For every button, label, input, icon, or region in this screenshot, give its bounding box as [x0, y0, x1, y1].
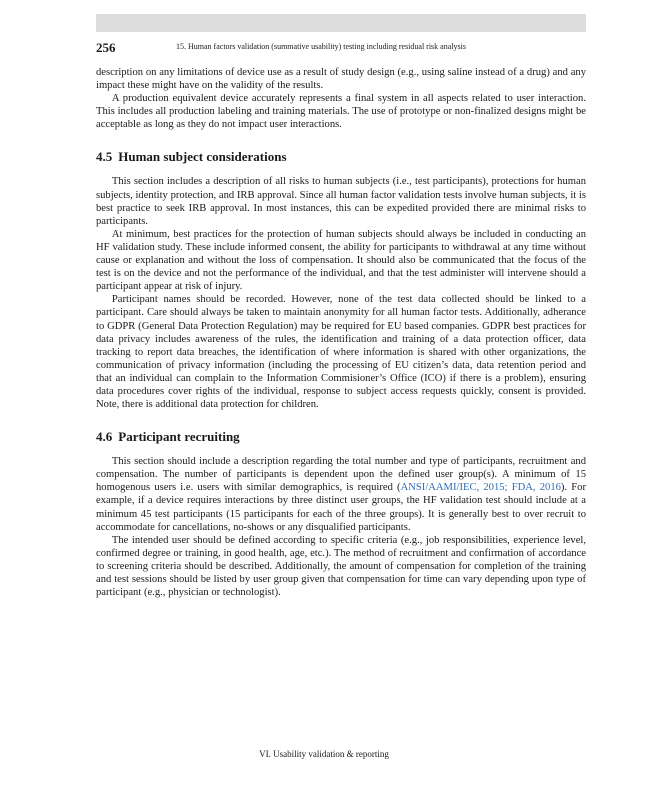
running-footer: VI. Usability validation & reporting — [259, 749, 389, 759]
intro-paragraph-1: description on any limitations of device use as a result of study design (e.g., using saline instead of a drug) and any impact these might have on the validity of the results. — [96, 67, 586, 92]
paragraph-text: This section should include a description regarding the total number and type of participants, recruitment and compensation. The number of participants is dependent upon the defined user group(s). A minimum of 15 homogenous users i.e. users with similar demographics, is required ( — [96, 456, 586, 494]
page-number: 256 — [96, 40, 116, 55]
section-heading-4-6 — [96, 429, 586, 445]
page-body — [96, 66, 586, 599]
section-4-5-paragraph-3: Participant names should be recorded. However, none of the test data collected should be linked to a participant. Care should always be taken to maintain anonymity for all human factor tests. Additionally, adherance to GDPR (General Data Protection Regulation) may be required for EU based companies. GDPR best practices for data privacy includes awareness of the rules, the identification and training of a data protection officer, data tracking to report data breaches, the identification of where information is shared with other organizations, the communication of privacy information (including the processing of EU citizen’s data, data retention period and that an individual can complain to the Information Commisioner’s Office (ICO) if there is a problem), ensuring data procedures cover rights of the individual, response to subject access requests quickly, consent is provided. Note, there is additional data protection for children. — [96, 294, 586, 411]
section-number: 4.6 — [96, 429, 113, 445]
chapter-title: 15. Human factors validation (summative usability) testing including residual risk analysis — [176, 42, 466, 51]
section-4-5-paragraph-2: At minimum, best practices for the protection of human subjects should always be included in conducting an HF validation study. These include informed consent, the ability for participants to withdrawal at any time without cause or explanation and without the loss of compensation. It should also be communicated that the focus of the test is on the device and not the performance of the individual, and that the test administer will intervene should a participant appear at risk of injury. — [96, 228, 586, 293]
citation-link-fda[interactable]: FDA, 2016 — [511, 482, 561, 494]
running-header — [96, 40, 586, 56]
section-4-5-paragraph-1: This section includes a description of all risks to human subjects (i.e., test participants), protections for human subjects, identity protection, and IRB approval. Since all human factor validation tests involve human subjects, it is best practice to seek IRB approval. In most instances, this can be expedited provided there are minimal risks to participants. — [96, 176, 586, 227]
paragraph-text: ). For example, if a device requires interactions by three distinct user groups, the HF validation test should include at a minimum 45 test participants (15 participants for each of the three groups). It is generally best to over recruit to accommodate for cancellations, no-shows or any disqualified participants. — [96, 482, 587, 533]
section-title: Participant recruiting — [118, 429, 240, 445]
header-bar — [96, 14, 586, 32]
intro-paragraph-2: A production equivalent device accurately represents a final system in all aspects related to user interaction. This includes all production labeling and training materials. The use of prototype or non-finalized designs might be acceptable as long as they do not impact user interactions. — [96, 93, 586, 131]
section-title: Human subject considerations — [118, 149, 287, 165]
section-4-6-paragraph-1 — [96, 455, 586, 534]
citation-separator: ; — [504, 482, 512, 494]
section-4-6-paragraph-2: The intended user should be defined according to specific criteria (e.g., job responsibilities, experience level, confirmed degree or training, in good health, age, etc.). The method of recruitment and confirmation of accordance to screening criteria should be described. Additionally, the amount of compensation for completion of the training and test sessions should be listed by user group given that compensation for time can vary depending upon type of participant (e.g., physician or technologist). — [96, 534, 586, 599]
citation-link-ansi[interactable]: ANSI/AAMI/IEC, 2015 — [400, 482, 505, 494]
section-number: 4.5 — [96, 149, 113, 165]
section-heading-4-5 — [96, 149, 586, 165]
